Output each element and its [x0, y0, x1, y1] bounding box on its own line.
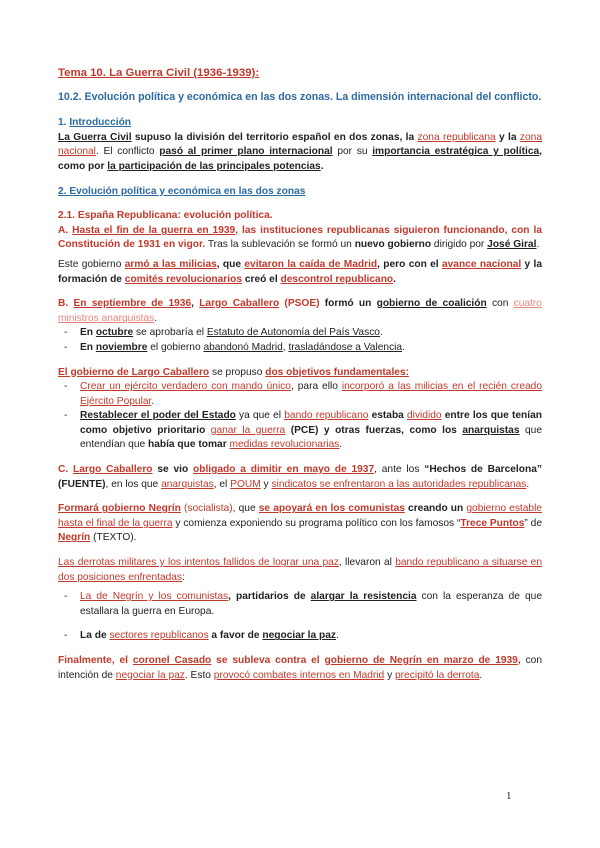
list-item: - En noviembre el gobierno abandonó Madrid, trasladándose a Valencia. — [64, 341, 405, 353]
page-title: Tema 10. La Guerra Civil (1936-1939): — [58, 67, 260, 79]
list-objectives — [58, 380, 542, 453]
paragraph-derrotas: Las derrotas militares y los intentos fallidos de lograr una paz, llevaron al bando republicano a situarse en dos posiciones enfrentadas: — [58, 557, 542, 583]
list-positions — [58, 590, 542, 619]
list-item: - Restablecer el poder del Estado ya que el bando republicano estaba dividido entre los que tenían como objetivo prioritario ganar la guerra (PCE) y otras fuerzas, como los anarquistas que entendían que había que tomar medidas revolucionarias. — [64, 410, 542, 451]
paragraph-c: C. Largo Caballero se vio obligado a dimitir en mayo de 1937, ante los “Hechos de Barcelona” (FUENTE), en los que anarquistas, el POUM y sindicatos se enfrentaron a las autoridades republicanas. — [58, 464, 542, 490]
paragraph-b: B. En septiembre de 1936, Largo Caballero (PSOE) formó un gobierno de coalición con cuatro ministros anarquistas. — [58, 298, 542, 324]
section-2-1-heading: 2.1. España Republicana: evolución política. — [58, 210, 273, 222]
paragraph-a2: Este gobierno armó a las milicias, que evitaron la caída de Madrid, pero con el avance nacional y la formación de comités revolucionarios creó el descontrol republicano. — [58, 258, 543, 285]
section-subtitle: 10.2. Evolución política y económica en las dos zonas. La dimensión internacional del conflicto. — [58, 90, 542, 103]
list-item: - En octubre se aprobaría el Estatuto de Autonomía del País Vasco. — [64, 327, 383, 339]
paragraph-final: Finalmente, el coronel Casado se subleva contra el gobierno de Negrín en marzo de 1939, con intención de negociar la paz. Esto provocó combates internos en Madrid y precipitó la derrota. — [58, 655, 542, 681]
intro-paragraph: La Guerra Civil supuso la división del territorio español en dos zonas, la zona republicana y la zona nacional. El conflicto pasó al primer plano internacional por su importancia estratégica y política, como por la participación de las principales potencias. — [58, 131, 542, 172]
list-b — [58, 326, 542, 355]
list-item: - Crear un ejército verdadero con mando único, para ello incorporó a las milicias en el recién creado Ejército Popular. — [64, 381, 542, 407]
list-positions-2 — [58, 629, 542, 644]
paragraph-largo-caballero: El gobierno de Largo Caballero se propuso dos objetivos fundamentales: — [58, 366, 409, 378]
list-item: - La de Negrín y los comunistas, partidarios de alargar la resistencia con la esperanza de que estallara la guerra en Europa. — [64, 591, 542, 617]
section-1-heading: 1. Introducción — [58, 117, 132, 129]
paragraph-negrin: Formará gobierno Negrín (socialista), que se apoyará en los comunistas creando un gobierno estable hasta el final de la guerra y comienza exponiendo su programa político con los famosos “Trece Puntos” de Negrín (TEXTO). — [58, 503, 543, 544]
section-2-heading: 2. Evolución política y económica en las dos zonas — [58, 185, 306, 197]
document-body — [58, 66, 542, 683]
paragraph-a: A. Hasta el fin de la guerra en 1939, las instituciones republicanas siguieron funcionando, con la Constitución de 1931 en vigor. Tras la sublevación se formó un nuevo gobierno dirigido por José Giral. — [58, 224, 542, 251]
list-item: - La de sectores republicanos a favor de negociar la paz. — [64, 630, 339, 642]
page-number: 1 — [506, 790, 512, 802]
